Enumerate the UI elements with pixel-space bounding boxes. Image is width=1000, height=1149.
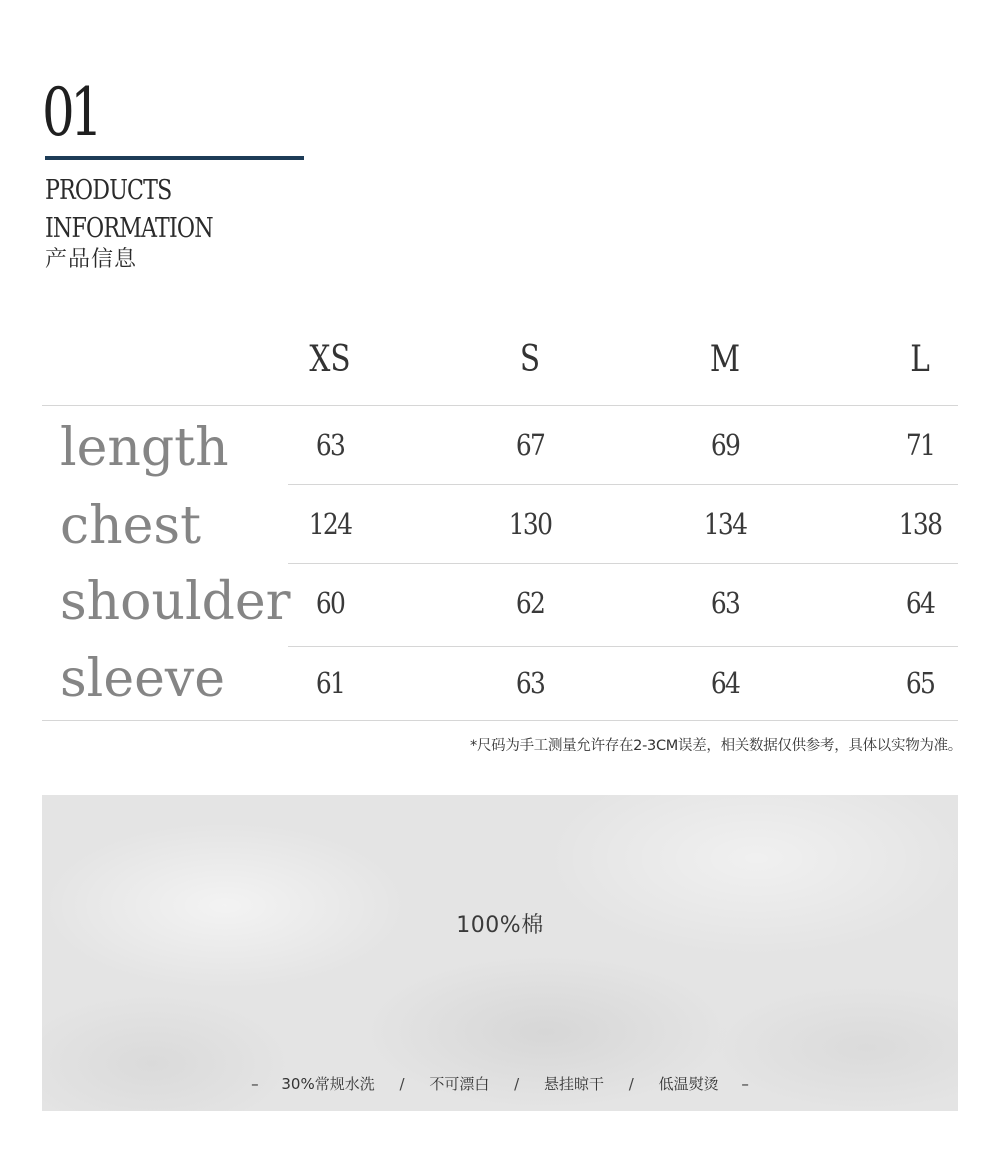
table-cell: 124 <box>308 507 352 541</box>
size-header-s: S <box>519 339 541 380</box>
care-separator: / <box>628 1075 634 1093</box>
fabric-texture-panel <box>42 795 958 1111</box>
table-cell: 134 <box>703 507 747 541</box>
row-divider <box>288 646 958 647</box>
care-dash-right: – <box>741 1075 749 1093</box>
row-label-shoulder: shoulder <box>60 572 291 632</box>
row-label-sleeve: sleeve <box>60 649 226 709</box>
table-bottom-divider <box>42 720 958 721</box>
table-cell: 67 <box>515 428 545 462</box>
section-title-cn: 产品信息 <box>45 247 138 272</box>
table-cell: 138 <box>898 507 942 541</box>
material-composition: 100%棉 <box>456 913 544 938</box>
care-instructions <box>42 1073 958 1094</box>
section-title-line1: PRODUCTS <box>45 175 172 206</box>
row-label-chest: chest <box>60 496 201 556</box>
table-cell: 71 <box>905 428 935 462</box>
care-item-dry: 悬挂晾干 <box>543 1075 604 1093</box>
table-cell: 62 <box>515 586 545 620</box>
table-cell: 64 <box>905 586 935 620</box>
section-title-en <box>45 172 213 248</box>
table-cell: 130 <box>508 507 552 541</box>
table-header-divider <box>42 405 958 406</box>
table-cell: 63 <box>315 428 345 462</box>
care-item-bleach: 不可漂白 <box>429 1075 490 1093</box>
row-label-length: length <box>60 418 229 478</box>
size-header-xs: XS <box>309 339 351 380</box>
measurement-note: *尺码为手工测量允许存在2-3CM误差，相关数据仅供参考，具体以实物为准。 <box>470 738 962 754</box>
table-cell: 63 <box>515 666 545 700</box>
section-number: 01 <box>42 74 99 151</box>
care-item-wash: 30%常规水洗 <box>281 1075 375 1093</box>
table-cell: 65 <box>905 666 935 700</box>
care-separator: / <box>399 1075 405 1093</box>
row-divider <box>288 484 958 485</box>
section-title-line2: INFORMATION <box>45 213 213 244</box>
table-cell: 64 <box>710 666 740 700</box>
size-header-l: L <box>910 339 930 380</box>
table-cell: 63 <box>710 586 740 620</box>
section-divider <box>45 156 304 160</box>
care-separator: / <box>514 1075 520 1093</box>
care-dash-left: – <box>251 1075 259 1093</box>
size-header-m: M <box>709 339 741 380</box>
table-cell: 69 <box>710 428 740 462</box>
table-cell: 61 <box>315 666 345 700</box>
care-item-iron: 低温熨烫 <box>658 1075 719 1093</box>
row-divider <box>288 563 958 564</box>
table-cell: 60 <box>315 586 345 620</box>
